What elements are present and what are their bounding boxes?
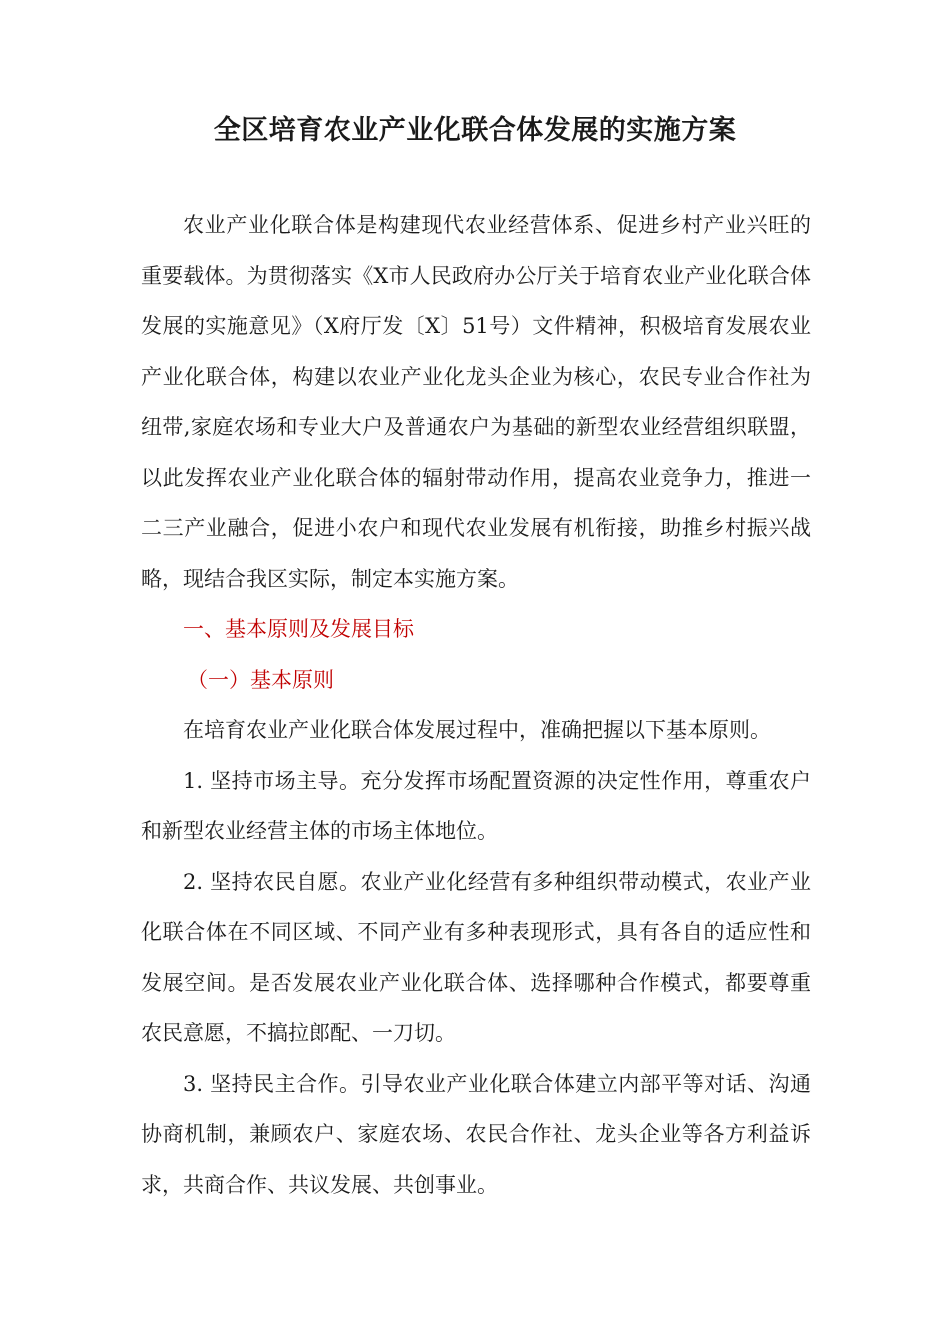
principle-item: 1. 坚持市场主导。充分发挥市场配置资源的决定性作用，尊重农户和新型农业经营主体的市场主体地位。 xyxy=(141,768,811,843)
document-body xyxy=(141,200,811,1210)
section-heading: 一、基本原则及发展目标 xyxy=(183,617,414,641)
principles-intro-paragraph: 在培育农业产业化联合体发展过程中，准确把握以下基本原则。 xyxy=(183,718,771,742)
subsection-heading: （一）基本原则 xyxy=(187,667,334,692)
principle-item: 2. 坚持农民自愿。农业产业化经营有多种组织带动模式，农业产业化联合体在不同区域、不同产业有多种表现形式，具有各自的适应性和发展空间。是否发展农业产业化联合体、选择哪种合作模式，都要尊重农民意愿，不搞拉郎配、一刀切。 xyxy=(141,869,811,1045)
intro-paragraph: 农业产业化联合体是构建现代农业经营体系、促进乡村产业兴旺的重要载体。为贯彻落实《X市人民政府办公厅关于培育农业产业化联合体发展的实施意见》（X府厅发〔X〕51号）文件精神，积极培育发展农业产业化联合体，构建以农业产业化龙头企业为核心，农民专业合作社为纽带,家庭农场和专业大户及普通农户为基础的新型农业经营组织联盟，以此发挥农业产业化联合体的辐射带动作用，提高农业竞争力，推进一二三产业融合，促进小农户和现代农业发展有机衔接，助推乡村振兴战略，现结合我区实际，制定本实施方案。 xyxy=(141,213,811,591)
document-title: 全区培育农业产业化联合体发展的实施方案 xyxy=(213,115,737,146)
principle-item: 3. 坚持民主合作。引导农业产业化联合体建立内部平等对话、沟通协商机制，兼顾农户、家庭农场、农民合作社、龙头企业等各方利益诉求，共商合作、共议发展、共创事业。 xyxy=(141,1071,811,1197)
